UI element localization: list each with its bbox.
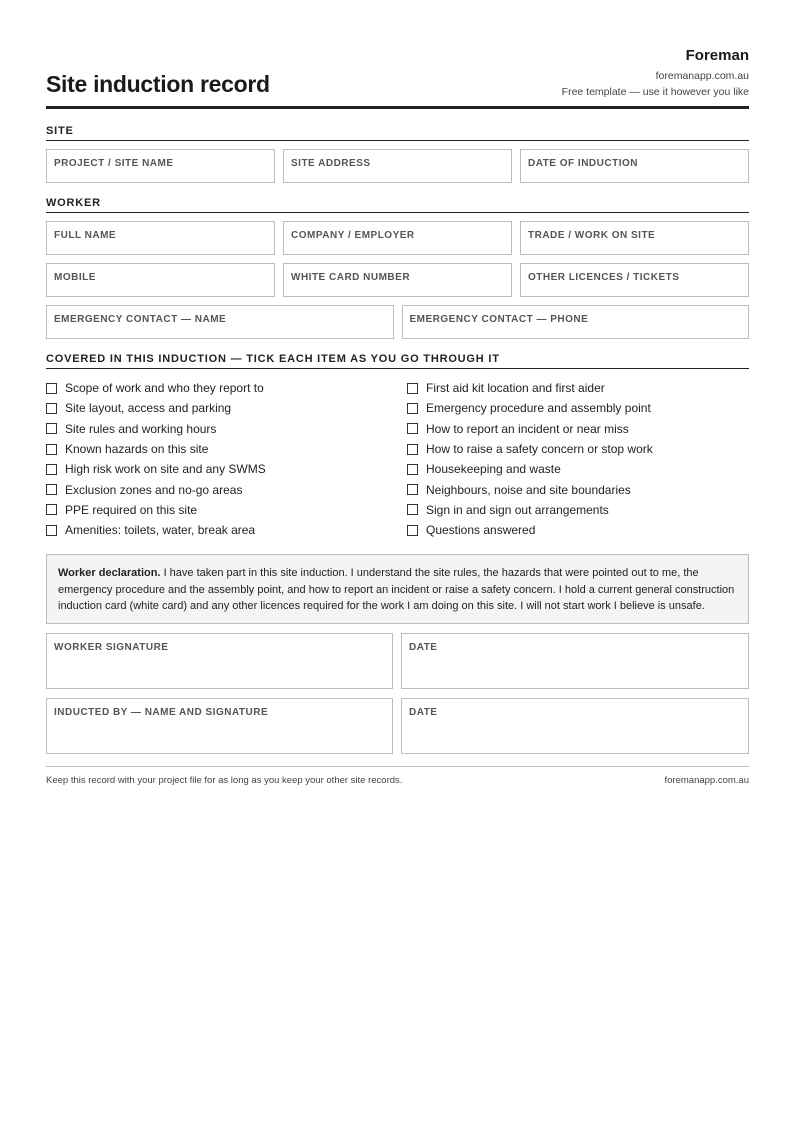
page-header — [46, 0, 749, 109]
checklist-item-label: Exclusion zones and no-go areas — [65, 482, 243, 497]
field-label: EMERGENCY CONTACT — PHONE — [409, 314, 589, 325]
brand-website: foremanapp.com.au — [655, 70, 749, 82]
field-label: FULL NAME — [54, 230, 117, 241]
checkbox[interactable] — [407, 444, 418, 455]
full-name-field[interactable] — [46, 221, 275, 255]
checkbox[interactable] — [46, 464, 57, 475]
checklist-item-label: How to report an incident or near miss — [426, 421, 629, 436]
checkbox[interactable] — [46, 504, 57, 515]
company-employer-field[interactable] — [283, 221, 512, 255]
checklist-item[interactable] — [407, 439, 749, 459]
checklist-item[interactable] — [46, 500, 407, 520]
checklist-item-label: Emergency procedure and assembly point — [426, 401, 651, 416]
site-address-field[interactable] — [283, 149, 512, 183]
checklist-item-label: How to raise a safety concern or stop work — [426, 442, 653, 457]
checklist-item-label: Neighbours, noise and site boundaries — [426, 482, 631, 497]
declaration-title: Worker declaration. — [58, 567, 161, 580]
checklist-item-label: Site rules and working hours — [65, 421, 217, 436]
section-heading-covered: COVERED IN THIS INDUCTION — TICK EACH ITEM AS YOU GO THROUGH IT — [46, 352, 749, 369]
checklist-item[interactable] — [46, 378, 407, 398]
checklist-item-label: Questions answered — [426, 523, 536, 538]
date-of-induction-field[interactable] — [520, 149, 749, 183]
worker-date-field[interactable] — [401, 633, 749, 689]
checklist-item[interactable] — [407, 398, 749, 418]
field-label: EMERGENCY CONTACT — NAME — [54, 314, 227, 325]
worker-signature-field[interactable] — [46, 633, 393, 689]
induction-checklist — [46, 378, 749, 540]
trade-work-field[interactable] — [520, 221, 749, 255]
brand-tagline: Free template — use it however you like — [561, 86, 749, 98]
white-card-number-field[interactable] — [283, 263, 512, 297]
checklist-item[interactable] — [46, 459, 407, 479]
checklist-item-label: Scope of work and who they report to — [65, 381, 264, 396]
page-title: Site induction record — [46, 71, 270, 97]
inducted-by-row — [46, 698, 749, 754]
checkbox[interactable] — [407, 383, 418, 394]
checkbox[interactable] — [46, 383, 57, 394]
worker-fields-row-1 — [46, 221, 749, 255]
checklist-column-left — [46, 378, 407, 540]
section-heading-worker: WORKER — [46, 196, 749, 213]
checklist-item[interactable] — [407, 419, 749, 439]
checklist-item[interactable] — [407, 459, 749, 479]
checkbox[interactable] — [46, 403, 57, 414]
checklist-item[interactable] — [46, 398, 407, 418]
checklist-column-right — [407, 378, 749, 540]
project-site-name-field[interactable] — [46, 149, 275, 183]
checkbox[interactable] — [46, 444, 57, 455]
emergency-contact-phone-field[interactable] — [402, 305, 750, 339]
inducted-by-field[interactable] — [46, 698, 393, 754]
checklist-item-label: High risk work on site and any SWMS — [65, 462, 266, 477]
checklist-item[interactable] — [407, 520, 749, 540]
inducted-date-field[interactable] — [401, 698, 749, 754]
brand-block — [562, 46, 749, 100]
field-label: DATE OF INDUCTION — [528, 158, 638, 169]
checklist-item[interactable] — [46, 419, 407, 439]
field-label: SITE ADDRESS — [291, 158, 371, 169]
checklist-item[interactable] — [46, 439, 407, 459]
checkbox[interactable] — [407, 525, 418, 536]
checkbox[interactable] — [407, 484, 418, 495]
checkbox[interactable] — [46, 423, 57, 434]
other-licences-field[interactable] — [520, 263, 749, 297]
mobile-field[interactable] — [46, 263, 275, 297]
footer-note: Keep this record with your project file for as long as you keep your other site records. — [46, 775, 403, 787]
field-label: COMPANY / EMPLOYER — [291, 230, 415, 241]
field-label: INDUCTED BY — NAME AND SIGNATURE — [54, 707, 269, 719]
section-heading-site: SITE — [46, 124, 749, 141]
field-label: WHITE CARD NUMBER — [291, 272, 411, 283]
field-label: PROJECT / SITE NAME — [54, 158, 174, 169]
checklist-item[interactable] — [46, 479, 407, 499]
declaration-text: I have taken part in this site induction. I understand the site rules, the hazards that were pointed out to me, the emergency procedure and the assembly point, and how to report an incident or raise a safety concern. I hold a current general construction induction card (white card) and any other licences required for the work I am doing on this site. I will not start work I believe is unsafe. — [58, 567, 735, 612]
checklist-item[interactable] — [46, 520, 407, 540]
checklist-item-label: Sign in and sign out arrangements — [426, 502, 609, 517]
field-label: DATE — [409, 642, 438, 654]
field-label: DATE — [409, 707, 438, 719]
checklist-item[interactable] — [407, 378, 749, 398]
checklist-item-label: Housekeeping and waste — [426, 462, 561, 477]
worker-signature-row — [46, 633, 749, 689]
checklist-item-label: First aid kit location and first aider — [426, 381, 605, 396]
checklist-item-label: Amenities: toilets, water, break area — [65, 523, 256, 538]
checklist-item[interactable] — [407, 479, 749, 499]
checkbox[interactable] — [407, 504, 418, 515]
footer-website: foremanapp.com.au — [664, 775, 749, 787]
checkbox[interactable] — [407, 403, 418, 414]
emergency-contact-name-field[interactable] — [46, 305, 394, 339]
worker-fields-row-3 — [46, 305, 749, 339]
checklist-item-label: Site layout, access and parking — [65, 401, 232, 416]
worker-declaration — [46, 554, 749, 624]
page-footer — [46, 766, 749, 786]
checkbox[interactable] — [46, 525, 57, 536]
induction-form — [46, 0, 749, 786]
worker-fields-row-2 — [46, 263, 749, 297]
checkbox[interactable] — [407, 464, 418, 475]
field-label: OTHER LICENCES / TICKETS — [528, 272, 680, 283]
brand-name: Foreman — [685, 47, 749, 64]
field-label: TRADE / WORK ON SITE — [528, 230, 656, 241]
site-fields-row — [46, 149, 749, 183]
checklist-item[interactable] — [407, 500, 749, 520]
checkbox[interactable] — [407, 423, 418, 434]
checklist-item-label: Known hazards on this site — [65, 442, 209, 457]
checklist-item-label: PPE required on this site — [65, 502, 198, 517]
field-label: WORKER SIGNATURE — [54, 642, 169, 654]
checkbox[interactable] — [46, 484, 57, 495]
field-label: MOBILE — [54, 272, 96, 283]
